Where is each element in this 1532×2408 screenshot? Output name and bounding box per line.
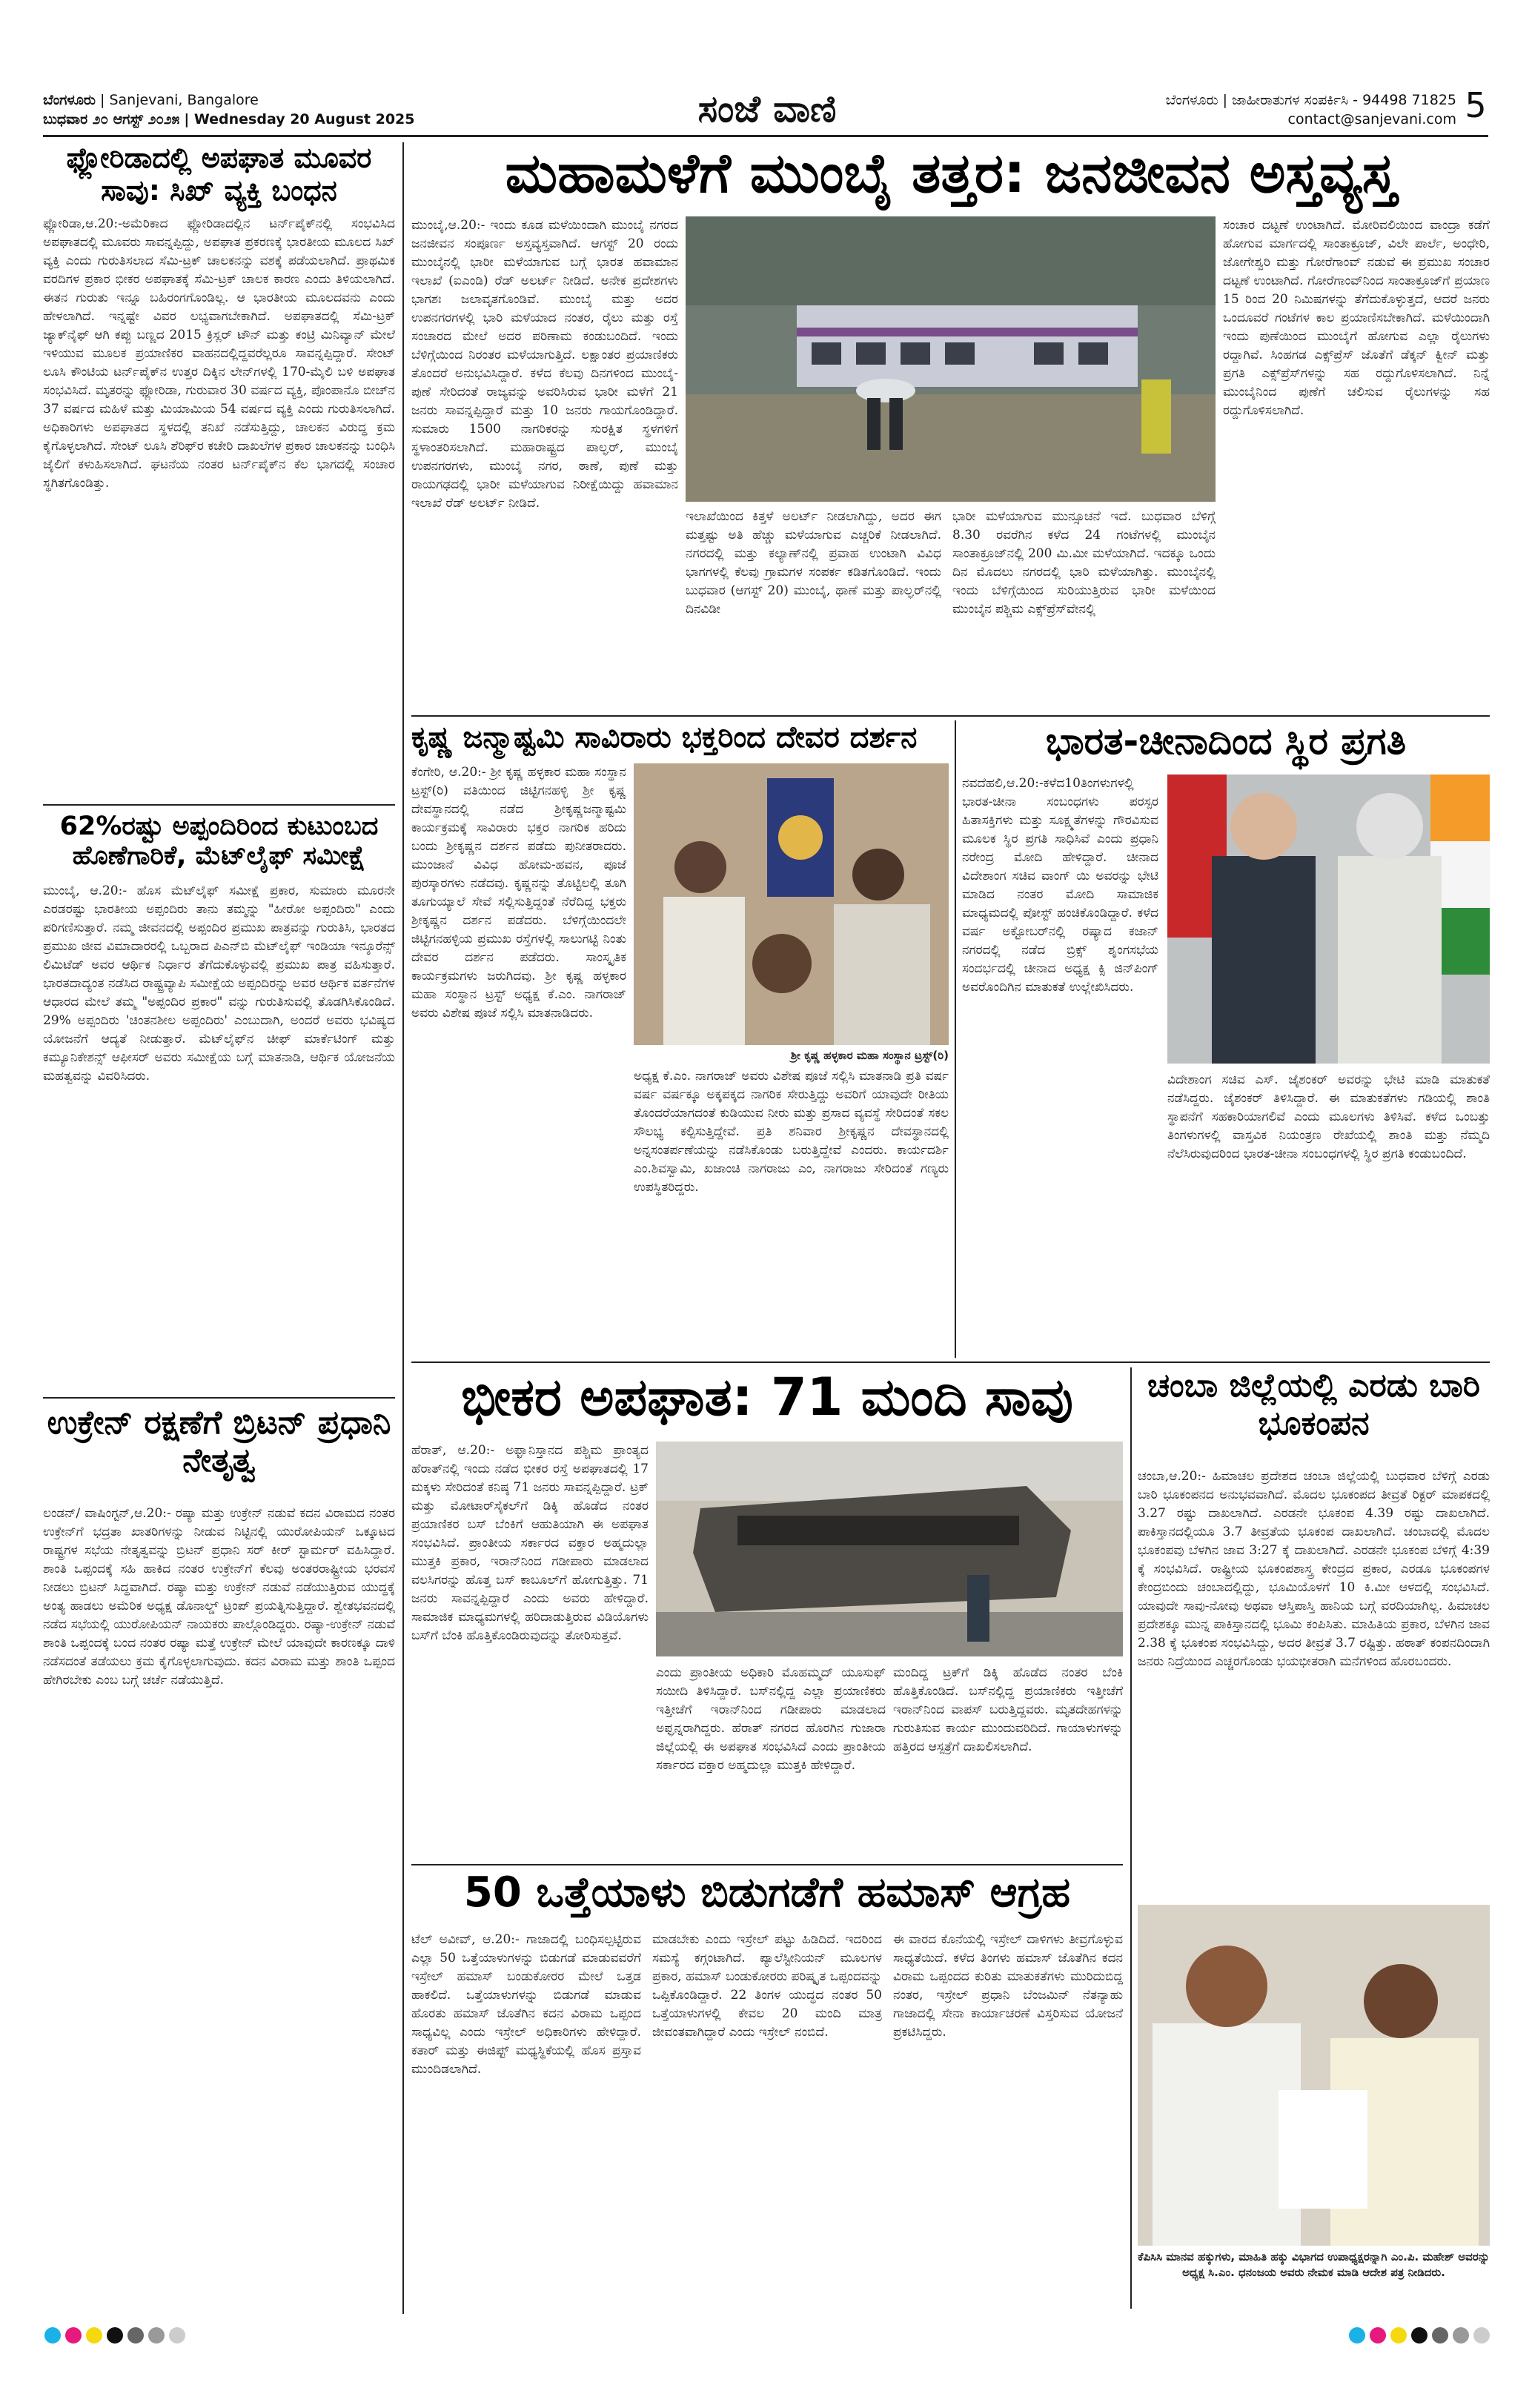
black-dot	[107, 2327, 123, 2344]
bus-accident-photo-image	[656, 1442, 1123, 1656]
janmashtami-col2: ಅಧ್ಯಕ್ಷ ಕೆ.ಎಂ. ನಾಗರಾಜ್ ಅವರು ವಿಶೇಷ ಪೂಜೆ ಸಲ್ಲಿಸಿ ಮಾತನಾಡಿ ಪ್ರತಿ ವರ್ಷ ವರ್ಷ ವರ್ಷಕ್ಕೂ ಅಕ್ಕಪಕ್ಕದ ನಾಗರಿಕ ಸೇರುತ್ತಿದ್ದು ಅವರಿಗೆ ಯಾವುದೇ ರೀತಿಯ ತೊಂದರೆಯಾಗದಂತೆ ಕುಡಿಯುವ ನೀರು ಮತ್ತು ಪ್ರಸಾದ ವ್ಯವಸ್ಥೆ ಸೇರಿದಂತೆ ಸಕಲ ಸೌಲಭ್ಯ ಕಲ್ಪಿಸುತ್ತಿದ್ದೇವೆ. ಪ್ರತಿ ಶನಿವಾರ ಶ್ರೀಕೃಷ್ಣನ ದೇವಸ್ಥಾನದಲ್ಲಿ ಅನ್ನಸಂತರ್ಪಣೆಯನ್ನು ನಡೆಸಿಕೊಂಡು ಬರುತ್ತಿದ್ದೇವೆ ಎಂದರು. ಕಾರ್ಯದರ್ಶಿ ಎಂ.ಶಿವಸ್ವಾಮಿ, ಖಜಾಂಚಿ ನಾಗರಾಜು ಎಂ, ನಾಗರಾಜು ಸೇರಿದಂತೆ ಗಣ್ಯರು ಉಪಸ್ಥಿತರಿದ್ದರು.	[634, 1069, 949, 1195]
header-edition: | Sanjevani, Bangalore	[100, 92, 259, 108]
header-date-kn: ಬುಧವಾರ ೨೦ ಆಗಸ್ಟ್ ೨೦೨೫	[43, 111, 180, 127]
accident-col2: ಎಂದು ಪ್ರಾಂತೀಯ ಅಧಿಕಾರಿ ಮೊಹಮ್ಮದ್ ಯೂಸುಫ್ ಸಯೀದಿ ತಿಳಿಸಿದ್ದಾರೆ. ಬಸ್‌ನಲ್ಲಿದ್ದ ಎಲ್ಲಾ ಪ್ರಯಾಣಿಕರು ಇತ್ತೀಚೆಗೆ ಇರಾನ್‌ನಿಂದ ಗಡೀಪಾರು ಮಾಡಲಾದ ಅಫ್ಘನ್ನರಾಗಿದ್ದರು. ಹೆರಾತ್ ನಗರದ ಹೊರಗಿನ ಗುಜಾರಾ ಜಿಲ್ಲೆಯಲ್ಲಿ ಈ ಅಪಘಾತ ಸಂಭವಿಸಿದೆ ಎಂದು ಪ್ರಾಂತೀಯ ಸರ್ಕಾರದ ವಕ್ತಾರ ಅಹ್ಮದುಲ್ಲಾ ಮುತ್ತಕಿ ಹೇಳಿದ್ದಾರೆ.	[656, 1665, 886, 1773]
metlife-body: ಮುಂಬೈ, ಆ.20:- ಹೊಸ ಮೆಟ್‌ಲೈಫ್ ಸಮೀಕ್ಷೆ ಪ್ರಕಾರ, ಸುಮಾರು ಮೂರನೇ ಎರಡರಷ್ಟು ಭಾರತೀಯ ಅಪ್ಪಂದಿರು ತಾನು ತಮ್ಮನ್ನು "ಹೀರೋ ಅಪ್ಪಂದಿರು" ಎಂದು ಪರಿಗಣಿಸುತ್ತಾರೆ. ನಮ್ಮ ಜೀವನದಲ್ಲಿ ಅಪ್ಪಂದಿರ ಪ್ರಮುಖ ಪಾತ್ರವನ್ನು ಗುರುತಿಸಿ, ಭಾರತದ ಪ್ರಮುಖ ಜೀವ ವಿಮಾದಾರರಲ್ಲಿ ಒಬ್ಬರಾದ ಪಿಎನ್‌ಬಿ ಮೆಟ್‌ಲೈಫ್ ಇಂಡಿಯಾ ಇನ್ಶೂರೆನ್ಸ್ ಲಿಮಿಟೆಡ್ ಅವರ ಆರ್ಥಿಕ ನಿರ್ಧಾರ ತೆಗೆದುಕೊಳ್ಳುವಲ್ಲಿ ಪ್ರಮುಖ ಪಾತ್ರ ವಹಿಸುತ್ತಾರೆ. ಭಾರತದಾದ್ಯಂತ ನಡೆಸಿದ ರಾಷ್ಟ್ರವ್ಯಾಪಿ ಸಮೀಕ್ಷೆಯ ಅಪ್ಪಂದಿರನ್ನು ಅವರ ಆರ್ಥಿಕ ವರ್ತನೆಗಳ ಆಧಾರದ ಮೇಲೆ ತಮ್ಮ "ಅಪ್ಪಂದಿರ ಪ್ರಕಾರ" ವನ್ನು ಗುರುತಿಸುವಲ್ಲಿ ತೊಡಗಿಸಿಕೊಂಡಿದೆ. 29% ಅಪ್ಪಂದಿರು 'ಚಿಂತನಶೀಲ ಅಪ್ಪಂದಿರು' ಎಂಬುದಾಗಿ, ಅಂದರೆ ಅವರು ಭವಿಷ್ಯದ ಯೋಜನೆಗೆ ಆದ್ಯತೆ ನೀಡುತ್ತಾರೆ. ಮೆಟ್‌ಲೈಫ್‌ನ ಚೀಫ್ ಮಾರ್ಕೆಟಿಂಗ್ ಮತ್ತು ಕಮ್ಯೂನಿಕೇಶನ್ಸ್ ಆಫೀಸರ್ ಅವರು ಸಮೀಕ್ಷೆಯ ಬಗ್ಗೆ ಮಾತನಾಡಿ, ಆರ್ಥಿಕ ಯೋಜನೆಯ ಮಹತ್ವವನ್ನು ವಿವರಿಸಿದರು.	[43, 883, 395, 1084]
chamba-headline: ಚಂಬಾ ಜಿಲ್ಲೆಯಲ್ಲಿ ಎರಡು ಬಾರಿ ಭೂಕಂಪನ	[1147, 1367, 1480, 1442]
janmashtami-photo	[634, 763, 949, 1045]
metlife-headline: 62%ರಷ್ಟು ಅಪ್ಪಂದಿರಿಂದ ಕುಟುಂಬದ ಹೊಣೆಗಾರಿಕೆ, ಮೆಟ್‌ಲೈಫ್ ಸಮೀಕ್ಷೆ	[59, 812, 379, 872]
page-number: 5	[1465, 85, 1487, 125]
header-rule	[43, 135, 1488, 137]
yellow-dot	[1390, 2327, 1407, 2344]
hamas-col1: ಟೆಲ್ ಅವೀವ್, ಆ.20:- ಗಾಜಾದಲ್ಲಿ ಬಂಧಿಸಲ್ಪಟ್ಟಿರುವ ಎಲ್ಲಾ 50 ಒತ್ತೆಯಾಳುಗಳನ್ನು ಬಿಡುಗಡೆ ಮಾಡುವವರೆಗೆ ಇಸ್ರೇಲ್ ಹಮಾಸ್ ಬಂಡುಕೋರರ ಮೇಲೆ ಒತ್ತಡ ಹಾಕಲಿದೆ. ಒತ್ತೆಯಾಳುಗಳನ್ನು ಬಿಡುಗಡೆ ಮಾಡುವ ಹೊರತು ಹಮಾಸ್ ಜೊತೆಗಿನ ಕದನ ವಿರಾಮ ಒಪ್ಪಂದ ಸಾಧ್ಯವಿಲ್ಲ ಎಂದು ಇಸ್ರೇಲ್ ಅಧಿಕಾರಿಗಳು ಹೇಳಿದ್ದಾರೆ. ಕತಾರ್ ಮತ್ತು ಈಜಿಪ್ಟ್ ಮಧ್ಯಸ್ಥಿಕೆಯಲ್ಲಿ ಹೊಸ ಪ್ರಸ್ತಾವ ಮುಂದಿಡಲಾಗಿದೆ.	[411, 1932, 641, 2077]
florida-body: ಫ್ಲೋರಿಡಾ,ಆ.20:-ಅಮೆರಿಕಾದ ಫ್ಲೋರಿಡಾದಲ್ಲಿನ ಟರ್ನ್‌ಪೈಕ್‌ನಲ್ಲಿ ಸಂಭವಿಸಿದ ಅಪಘಾತದಲ್ಲಿ ಮೂವರು ಸಾವನ್ನಪ್ಪಿದ್ದು, ಅಪಘಾತ ಪ್ರಕರಣಕ್ಕೆ ಭಾರತೀಯ ಮೂಲದ ಸಿಖ್ ವ್ಯಕ್ತಿ ಎಂದು ಗುರುತಿಸಲಾದ ಸೆಮಿ-ಟ್ರಕ್ ಚಾಲಕನನ್ನು ವಶಕ್ಕೆ ಪಡೆಯಲಾಗಿದೆ. ಪ್ರಾಥಮಿಕ ವರದಿಗಳ ಪ್ರಕಾರ ಭೀಕರ ಅಪಘಾತಕ್ಕೆ ಸೆಮಿ-ಟ್ರಕ್ ಚಾಲಕ ಕಾರಣ ಎಂದು ತಿಳಿಯಲಾಗಿದೆ. ಈತನ ಗುರುತು ಇನ್ನೂ ಬಹಿರಂಗಗೊಂಡಿಲ್ಲ. ಆ ಭಾರತೀಯ ಮೂಲದವನು ಎಂದು ಹೇಳಲಾಗಿದೆ. ಇನ್ನಷ್ಟೇ ವಿವರ ಲಭ್ಯವಾಗಬೇಕಾಗಿದೆ. ಅಪಘಾತದಲ್ಲಿ ಸೆಮಿ-ಟ್ರಕ್ ಜ್ಯಾಕ್‌ನೈಫ್ ಆಗಿ ಕಪ್ಪು ಬಣ್ಣದ 2015 ಕ್ರಿಸ್ಲರ್ ಟೌನ್ ಮತ್ತು ಕಂಟ್ರಿ ಮಿನಿವ್ಯಾನ್ ಮೇಲೆ ಇಳಿಯುವ ಮೂಲಕ ಪ್ರಯಾಣಿಕರ ವಾಹನದಲ್ಲಿದ್ದವರೆಲ್ಲರೂ ಸಾವನ್ನಪ್ಪಿದ್ದಾರೆ. ಸೇಂಟ್ ಲೂಸಿ ಕೌಂಟಿಯ ಟರ್ನ್‌ಪೈಕ್‌ನ ಉತ್ತರ ದಿಕ್ಕಿನ ಲೇನ್‌ಗಳಲ್ಲಿ 170-ಮೈಲಿ ಬಳಿ ಅಪಘಾತ ಸಂಭವಿಸಿದೆ. ಮೃತರನ್ನು ಫ್ಲೋರಿಡಾ, ಗುರುವಾರ 30 ವರ್ಷದ ವ್ಯಕ್ತಿ, ಪೊಂಪಾನೊ ಬೀಚ್‌ನ 37 ವರ್ಷದ ಮಹಿಳೆ ಮತ್ತು ಮಿಯಾಮಿಯ 54 ವರ್ಷದ ವ್ಯಕ್ತಿ ಎಂದು ಗುರುತಿಸಲಾಗಿದೆ. ಅಧಿಕಾರಿಗಳು ಅಪಘಾತದ ಸ್ಥಳದಲ್ಲಿ ತನಿಖೆ ನಡೆಸುತ್ತಿದ್ದು, ಚಾಲಕನ ವಿರುದ್ಧ ಕ್ರಮ ಕೈಗೊಳ್ಳಲಾಗಿದೆ. ಸೇಂಟ್ ಲೂಸಿ ಶೆರಿಫ್‌ರ ಕಚೇರಿ ದಾಖಲೆಗಳ ಪ್ರಕಾರ ಚಾಲಕನನ್ನು ಬಂಧಿಸಿ ಜೈಲಿಗೆ ಕಳುಹಿಸಲಾಗಿದೆ. ಘಟನೆಯ ನಂತರ ಟರ್ನ್‌ಪೈಕ್‌ನ ಕೆಲ ಭಾಗದಲ್ಲಿ ಸಂಚಾರ ಸ್ಥಗಿತಗೊಂಡಿತ್ತು.	[43, 216, 395, 491]
florida-headline: ಫ್ಲೋರಿಡಾದಲ್ಲಿ ಅಪಘಾತ ಮೂವರ ಸಾವು: ಸಿಖ್ ವ್ಯಕ್ತಿ ಬಂಧನ	[66, 142, 372, 207]
janmashtami-photo-image	[634, 763, 949, 1045]
cyan-dot	[1349, 2327, 1365, 2344]
janmashtami-headline: ಕೃಷ್ಣ ಜನ್ಮಾಷ್ಟಮಿ ಸಾವಿರಾರು ಭಕ್ತರಿಂದ ದೇವರ ದರ್ಶನ	[411, 720, 918, 754]
janmashtami-col1: ಕೆಂಗೇರಿ, ಆ.20:- ಶ್ರೀ ಕೃಷ್ಣ ಹಳ್ಳಕಾರ ಮಹಾ ಸಂಸ್ಥಾನ ಟ್ರಸ್ಟ್(ರಿ) ವತಿಯಿಂದ ಜಿಟ್ಟಿಗನಹಳ್ಳಿ ಶ್ರೀ ಕೃಷ್ಣ ದೇವಸ್ಥಾನದಲ್ಲಿ ನಡೆದ ಶ್ರೀಕೃಷ್ಣಜನ್ಮಾಷ್ಟಮಿ ಕಾರ್ಯಕ್ರಮಕ್ಕೆ ಸಾವಿರಾರು ಭಕ್ತರ ನಾಗರಿಕ ಹರಿದು ಬಂದು ಶ್ರೀಕೃಷ್ಣನ ದರ್ಶನ ಪಡೆದು ಪುನೀತರಾದರು. ಮುಂಜಾನೆ ವಿವಿಧ ಹೋಮ-ಹವನ, ಪೂಜೆ ಪುರಸ್ಕಾರಗಳು ನಡೆದವು. ಕೃಷ್ಣನನ್ನು ತೊಟ್ಟಿಲಲ್ಲಿ ತೂಗಿ ತೂಗುಯ್ಯಾಲೆ ಸೇವೆ ಸಲ್ಲಿಸುತ್ತಿದ್ದಂತೆ ನೆರೆದಿದ್ದ ಭಕ್ತರು ಶ್ರೀಕೃಷ್ಣನ ದರ್ಶನ ಪಡೆದರು. ಬೆಳಿಗ್ಗೆಯಿಂದಲೇ ಜಿಟ್ಟಿಗನಹಳ್ಳಿಯ ಪ್ರಮುಖ ರಸ್ತೆಗಳಲ್ಲಿ ಸಾಲುಗಟ್ಟಿ ನಿಂತು ದೇವರ ದರ್ಶನ ಪಡೆದರು. ಸಾಂಸ್ಕೃತಿಕ ಕಾರ್ಯಕ್ರಮಗಳು ಜರುಗಿದವು. ಶ್ರೀ ಕೃಷ್ಣ ಹಳ್ಳಕಾರ ಮಹಾ ಸಂಸ್ಥಾನ ಟ್ರಸ್ಟ್ ಅಧ್ಯಕ್ಷ ಕೆ.ಎಂ. ನಾಗರಾಜ್ ಅವರು ವಿಶೇಷ ಪೂಜೆ ಸಲ್ಲಿಸಿ ಮಾತನಾಡಿದರು.	[411, 765, 626, 1021]
chamba-body: ಚಂಬಾ,ಆ.20:- ಹಿಮಾಚಲ ಪ್ರದೇಶದ ಚಂಬಾ ಜಿಲ್ಲೆಯಲ್ಲಿ ಬುಧವಾರ ಬೆಳಿಗ್ಗೆ ಎರಡು ಬಾರಿ ಭೂಕಂಪನದ ಅನುಭವವಾಗಿದೆ. ಮೊದಲ ಭೂಕಂಪದ ತೀವ್ರತೆ ರಿಕ್ಟರ್ ಮಾಪಕದಲ್ಲಿ 3.27 ರಷ್ಟು ದಾಖಲಾಗಿದೆ. ಎರಡನೇ ಭೂಕಂಪ 4.39 ರಷ್ಟು ದಾಖಲಾಗಿದೆ. ಪಾಕಿಸ್ತಾನದಲ್ಲಿಯೂ 3.7 ತೀವ್ರತೆಯ ಭೂಕಂಪ ದಾಖಲಾಗಿದೆ. ಚಂಬಾದಲ್ಲಿ ಮೊದಲ ಭೂಕಂಪವು ಬೆಳಗಿನ ಜಾವ 3:27 ಕ್ಕೆ ದಾಖಲಾಗಿದೆ. ಎರಡನೇ ಭೂಕಂಪ ಬೆಳಿಗ್ಗೆ 4:39 ಕ್ಕೆ ಸಂಭವಿಸಿದೆ. ರಾಷ್ಟ್ರೀಯ ಭೂಕಂಪಶಾಸ್ತ್ರ ಕೇಂದ್ರದ ಪ್ರಕಾರ, ಎರಡೂ ಭೂಕಂಪಗಳ ಕೇಂದ್ರಬಿಂದು ಚಂಬಾದಲ್ಲಿದ್ದು, ಭೂಮಿಯೊಳಗೆ 10 ಕಿ.ಮೀ ಆಳದಲ್ಲಿ ಸಂಭವಿಸಿದೆ. ಯಾವುದೇ ಸಾವು-ನೋವು ಅಥವಾ ಆಸ್ತಿಪಾಸ್ತಿ ಹಾನಿಯ ಬಗ್ಗೆ ವರದಿಯಾಗಿಲ್ಲ. ಹಿಮಾಚಲ ಪ್ರದೇಶಕ್ಕೂ ಮುನ್ನ ಪಾಕಿಸ್ತಾನದಲ್ಲಿ ಭೂಮಿ ಕಂಪಿಸಿತು. ಮಾಹಿತಿಯ ಪ್ರಕಾರ, ಬೆಳಗಿನ ಜಾವ 2.38 ಕ್ಕೆ ಭೂಕಂಪ ಸಂಭವಿಸಿದ್ದು, ಅದರ ತೀವ್ರತೆ 3.7 ರಷ್ಟಿತ್ತು. ಹಠಾತ್ ಕಂಪನದಿಂದಾಗಿ ಜನರು ನಿದ್ರೆಯಿಂದ ಎಚ್ಚರಗೊಂಡು ಭಯಭೀತರಾಗಿ ಮನೆಗಳಿಂದ ಹೊರಬಂದರು.	[1138, 1469, 1490, 1669]
accident-col3: ಮಂದಿದ್ದ ಟ್ರಕ್‌ಗೆ ಡಿಕ್ಕಿ ಹೊಡೆದ ನಂತರ ಬೆಂಕಿ ಹೊತ್ತಿಕೊಂಡಿದೆ. ಬಸ್‌ನಲ್ಲಿದ್ದ ಪ್ರಯಾಣಿಕರು ಇತ್ತೀಚೆಗೆ ಇರಾನ್‌ನಿಂದ ವಾಪಸ್ ಬರುತ್ತಿದ್ದವರು. ಮೃತದೇಹಗಳನ್ನು ಗುರುತಿಸುವ ಕಾರ್ಯ ಮುಂದುವರಿದಿದೆ. ಗಾಯಾಳುಗಳನ್ನು ಹತ್ತಿರದ ಆಸ್ಪತ್ರೆಗೆ ದಾಖಲಿಸಲಾಗಿದೆ.	[893, 1665, 1123, 1754]
kpcc-photo-image	[1138, 1905, 1490, 2246]
color-registration-right	[1349, 2327, 1512, 2349]
janmashtami-caption: ಶ್ರೀ ಕೃಷ್ಣ ಹಳ್ಳಕಾರ ಮಹಾ ಸಂಸ್ಥಾನ ಟ್ರಸ್ಟ್(ರಿ)	[790, 1049, 949, 1062]
header-ad-contact: ಬೆಂಗಳೂರು | ಜಾಹೀರಾತುಗಳ ಸಂಪರ್ಕಿಸಿ - 94498 71825	[1165, 92, 1456, 108]
divider	[43, 1397, 395, 1399]
header-city: ಬೆಂಗಳೂರು	[43, 92, 96, 108]
mumbai-photo	[686, 216, 1216, 502]
mumbai-headline: ಮಹಾಮಳೆಗೆ ಮುಂಬೈ ತತ್ತರ: ಜನಜೀವನ ಅಸ್ತವ್ಯಸ್ತ	[505, 142, 1396, 205]
kpcc-photo	[1138, 1905, 1490, 2246]
mumbai-col3: ಭಾರೀ ಮಳೆಯಾಗುವ ಮುನ್ಸೂಚನೆ ಇದೆ. ಬುಧವಾರ ಬೆಳಿಗ್ಗೆ 8.30 ರವರೆಗಿನ ಕಳೆದ 24 ಗಂಟೆಗಳಲ್ಲಿ ಮುಂಬೈನ ಸಾಂತಾಕ್ರೂಜ್‌ನಲ್ಲಿ 200 ಮಿ.ಮೀ ಮಳೆಯಾಗಿದೆ. ಇದಕ್ಕೂ ಒಂದು ದಿನ ಮೊದಲು ನಗರದಲ್ಲಿ ಭಾರಿ ಮಳೆಯಾಗಿತ್ತು. ಮುಂಬೈನಲ್ಲಿ ಇಂದು ಬೆಳಿಗ್ಗೆಯಿಂದ ಸುರಿಯುತ್ತಿರುವ ಭಾರೀ ಮಳೆಯಿಂದ ಮುಂಬೈನ ಪಶ್ಚಿಮ ಎಕ್ಸ್‌ಪ್ರೆಸ್‌ವೇನಲ್ಲಿ	[952, 509, 1216, 617]
grey-dot-1	[1432, 2327, 1448, 2344]
header-left	[43, 90, 458, 129]
yellow-dot	[86, 2327, 102, 2344]
hamas-headline: 50 ಒತ್ತೆಯಾಳು ಬಿಡುಗಡೆಗೆ ಹಮಾಸ್ ಆಗ್ರಹ	[463, 1868, 1071, 1917]
grey-dot-2	[148, 2327, 165, 2344]
kpcc-caption: ಕೆಪಿಸಿಸಿ ಮಾನವ ಹಕ್ಕುಗಳು, ಮಾಹಿತಿ ಹಕ್ಕು ವಿಭಾಗದ ಉಪಾಧ್ಯಕ್ಷರನ್ನಾಗಿ ಎಂ.ಪಿ. ಮಹೇಶ್ ಅವರನ್ನು ಅಧ್ಯಕ್ಷ ಸಿ.ಎಂ. ಧನಂಜಯ ಅವರು ನೇಮಕ ಮಾಡಿ ಆದೇಶ ಪತ್ರ ನೀಡಿದರು.	[1138, 2249, 1490, 2309]
grey-dot-1	[127, 2327, 144, 2344]
grey-dot-2	[1453, 2327, 1469, 2344]
mumbai-photo-image	[686, 216, 1216, 502]
cyan-dot	[44, 2327, 61, 2344]
mumbai-col4: ಸಂಚಾರ ದಟ್ಟಣೆ ಉಂಟಾಗಿದೆ. ಮೋರಿವಲಿಯಿಂದ ವಾಂದ್ರಾ ಕಡೆಗೆ ಹೋಗುವ ಮಾರ್ಗದಲ್ಲಿ ಸಾಂತಾಕ್ರೂಜ್, ವಿಲೇ ಪಾರ್ಲೆ, ಅಂಧೇರಿ, ಜೋಗೇಶ್ವರಿ ಮತ್ತು ಗೋರೆಗಾಂವ್ ನಡುವೆ ಈ ಪ್ರಮುಖ ಸಂಚಾರ ದಟ್ಟಣೆ ಉಂಟಾಗಿದೆ. ಗೋರೆಗಾಂವ್‌ನಿಂದ ಸಾಂತಾಕ್ರೂಜ್‌ಗೆ ಪ್ರಯಾಣ 15 ರಿಂದ 20 ನಿಮಿಷಗಳನ್ನು ತೆಗೆದುಕೊಳ್ಳುತ್ತದೆ, ಆದರೆ ಜನರು ಒಂದೂವರೆ ಗಂಟೆಗಳ ಕಾಲ ಪ್ರಯಾಣಿಸಬೇಕಾಗಿದೆ. ಮಳೆಯಿಂದಾಗಿ ಇಂದು ಪುಣೆಯಿಂದ ಮುಂಬೈಗೆ ಹೋಗುವ ಎಲ್ಲಾ ರೈಲುಗಳು ರದ್ದಾಗಿವೆ. ಸಿಂಹಗಡ ಎಕ್ಸ್‌ಪ್ರೆಸ್ ಜೊತೆಗೆ ಡೆಕ್ಕನ್ ಕ್ವೀನ್ ಮತ್ತು ಪ್ರಗತಿ ಎಕ್ಸ್‌ಪ್ರೆಸ್‌ಗಳನ್ನು ಸಹ ರದ್ದುಗೊಳಿಸಲಾಗಿದೆ. ನಿನ್ನೆ ಮುಂಬೈನಿಂದ ಪುಣೆಗೆ ಚಲಿಸುವ ರೈಲುಗಳನ್ನು ಸಹ ರದ್ದುಗೊಳಿಸಲಾಗಿದೆ.	[1223, 218, 1490, 418]
hamas-col2: ಮಾಡಬೇಕು ಎಂದು ಇಸ್ರೇಲ್ ಪಟ್ಟು ಹಿಡಿದಿದೆ. ಇದರಿಂದ ಸಮಸ್ಯೆ ಕಗ್ಗಂಟಾಗಿದೆ. ಪ್ಯಾಲೆಸ್ಟೀನಿಯನ್ ಮೂಲಗಳ ಪ್ರಕಾರ, ಹಮಾಸ್ ಬಂಡುಕೋರರು ಪರಿಷ್ಕೃತ ಒಪ್ಪಂದವನ್ನು ಒಪ್ಪಿಕೊಂಡಿದ್ದಾರೆ. 22 ತಿಂಗಳ ಯುದ್ಧದ ನಂತರ 50 ಒತ್ತೆಯಾಳುಗಳಲ್ಲಿ ಕೇವಲ 20 ಮಂದಿ ಮಾತ್ರ ಜೀವಂತವಾಗಿದ್ದಾರೆ ಎಂದು ಇಸ್ರೇಲ್ ನಂಬಿದೆ.	[652, 1932, 882, 2040]
divider	[411, 1864, 1123, 1865]
magenta-dot	[1370, 2327, 1386, 2344]
column-rule	[402, 142, 404, 2314]
grey-dot-3	[169, 2327, 185, 2344]
magenta-dot	[65, 2327, 82, 2344]
header-date-en: | Wednesday 20 August 2025	[184, 111, 415, 127]
mumbai-col2: ಇಲಾಖೆಯಿಂದ ಕಿತ್ತಳೆ ಅಲರ್ಟ್ ನೀಡಲಾಗಿದ್ದು, ಅದರ ಈಗ ಮತ್ತಷ್ಟು ಅತಿ ಹೆಚ್ಚು ಮಳೆಯಾಗುವ ಎಚ್ಚರಿಕೆ ನೀಡಲಾಗಿದೆ. ನಗರದಲ್ಲಿ ಮತ್ತು ಕಲ್ಯಾಣ್‌ನಲ್ಲಿ ಪ್ರವಾಹ ಉಂಟಾಗಿ ವಿವಿಧ ಭಾಗಗಳಲ್ಲಿ ಕೆಲವು ಗ್ರಾಮಗಳ ಸಂಪರ್ಕ ಕಡಿತಗೊಂಡಿದೆ. ಇಂದು ಬುಧವಾರ (ಆಗಸ್ಟ್ 20) ಮುಂಬೈ, ಥಾಣೆ ಮತ್ತು ಪಾಲ್ಘರ್‌ನಲ್ಲಿ ದಿನವಿಡೀ	[686, 509, 941, 617]
divider	[43, 804, 395, 806]
column-rule	[1130, 1367, 1132, 2309]
accident-headline: ಭೀಕರ ಅಪಘಾತ: 71 ಮಂದಿ ಸಾವು	[461, 1367, 1073, 1427]
color-registration-left	[44, 2327, 208, 2349]
header-email: contact@sanjevani.com	[1287, 111, 1456, 127]
divider	[411, 1361, 1490, 1363]
masthead-logo: ಸಂಜೆ ವಾಣಿ	[697, 87, 837, 130]
column-rule	[955, 720, 956, 1358]
india-china-col1: ನವದೆಹಲಿ,ಆ.20:-ಕಳೆದ10ತಿಂಗಳುಗಳಲ್ಲಿ ಭಾರತ-ಚೀನಾ ಸಂಬಂಧಗಳು ಪರಸ್ಪರ ಹಿತಾಸಕ್ತಿಗಳು ಮತ್ತು ಸೂಕ್ಷ್ಮತೆಗಳನ್ನು ಗೌರವಿಸುವ ಮೂಲಕ ಸ್ಥಿರ ಪ್ರಗತಿ ಸಾಧಿಸಿವೆ ಎಂದು ಪ್ರಧಾನಿ ನರೇಂದ್ರ ಮೋದಿ ಹೇಳಿದ್ದಾರೆ. ಚೀನಾದ ವಿದೇಶಾಂಗ ಸಚಿವ ವಾಂಗ್ ಯಿ ಅವರನ್ನು ಭೇಟಿ ಮಾಡಿದ ನಂತರ ಮೋದಿ ಸಾಮಾಜಿಕ ಮಾಧ್ಯಮದಲ್ಲಿ ಪೋಸ್ಟ್ ಹಂಚಿಕೊಂಡಿದ್ದಾರೆ. ಕಳೆದ ವರ್ಷ ಅಕ್ಟೋಬರ್‌ನಲ್ಲಿ ರಷ್ಯಾದ ಕಜಾನ್ ನಗರದಲ್ಲಿ ನಡೆದ ಬ್ರಿಕ್ಸ್ ಶೃಂಗಸಭೆಯ ಸಂದರ್ಭದಲ್ಲಿ ಚೀನಾದ ಅಧ್ಯಕ್ಷ ಕ್ಸಿ ಜಿನ್‌ಪಿಂಗ್ ಅವರೊಂದಿಗಿನ ಮಾತುಕತೆ ಉಲ್ಲೇಖಿಸಿದರು.	[962, 776, 1158, 995]
hamas-col3: ಈ ವಾರದ ಕೊನೆಯಲ್ಲಿ ಇಸ್ರೇಲ್ ದಾಳಿಗಳು ತೀವ್ರಗೊಳ್ಳುವ ಸಾಧ್ಯತೆಯಿದೆ. ಕಳೆದ ತಿಂಗಳು ಹಮಾಸ್ ಜೊತೆಗಿನ ಕದನ ವಿರಾಮ ಒಪ್ಪಂದದ ಕುರಿತು ಮಾತುಕತೆಗಳು ಮುರಿದುಬಿದ್ದ ನಂತರ, ಇಸ್ರೇಲ್ ಪ್ರಧಾನಿ ಬೆಂಜಮಿನ್ ನೆತನ್ಯಾಹು ಗಾಜಾದಲ್ಲಿ ಸೇನಾ ಕಾರ್ಯಾಚರಣೆ ವಿಸ್ತರಿಸುವ ಯೋಜನೆ ಪ್ರಕಟಿಸಿದ್ದರು.	[893, 1932, 1123, 2040]
divider	[411, 715, 1490, 717]
black-dot	[1411, 2327, 1427, 2344]
accident-col1: ಹೆರಾತ್, ಆ.20:- ಅಫ್ಘಾನಿಸ್ತಾನದ ಪಶ್ಚಿಮ ಪ್ರಾಂತ್ಯದ ಹೆರಾತ್‌ನಲ್ಲಿ ಇಂದು ನಡೆದ ಭೀಕರ ರಸ್ತೆ ಅಪಘಾತದಲ್ಲಿ 17 ಮಕ್ಕಳು ಸೇರಿದಂತೆ ಕನಿಷ್ಠ 71 ಜನರು ಸಾವನ್ನಪ್ಪಿದ್ದಾರೆ. ಟ್ರಕ್ ಮತ್ತು ಮೋಟಾರ್‌ಸೈಕಲ್‌ಗೆ ಡಿಕ್ಕಿ ಹೊಡೆದ ನಂತರ ಪ್ರಯಾಣಿಕರ ಬಸ್ ಬೆಂಕಿಗೆ ಆಹುತಿಯಾಗಿ ಈ ಅಪಘಾತ ಸಂಭವಿಸಿದೆ. ಪ್ರಾಂತೀಯ ಸರ್ಕಾರದ ವಕ್ತಾರ ಅಹ್ಮದುಲ್ಲಾ ಮುತ್ತಕಿ ಪ್ರಕಾರ, ಇರಾನ್‌ನಿಂದ ಗಡೀಪಾರು ಮಾಡಲಾದ ವಲಸಿಗರನ್ನು ಹೊತ್ತ ಬಸ್ ಕಾಬೂಲ್‌ಗೆ ಹೋಗುತ್ತಿತ್ತು. 71 ಜನರು ಸಾವನ್ನಪ್ಪಿದ್ದಾರೆ ಎಂದು ಅವರು ಹೇಳಿದ್ದಾರೆ. ಸಾಮಾಜಿಕ ಮಾಧ್ಯಮಗಳಲ್ಲಿ ಹರಿದಾಡುತ್ತಿರುವ ವಿಡಿಯೊಗಳು ಬಸ್‌ಗೆ ಬೆಂಕಿ ಹೊತ್ತಿಕೊಂಡಿರುವುದನ್ನು ತೋರಿಸುತ್ತವೆ.	[411, 1443, 649, 1643]
india-china-headline: ಭಾರತ-ಚೀನಾದಿಂದ ಸ್ಥಿರ ಪ್ರಗತಿ	[1045, 720, 1407, 763]
modi-wang-photo-image	[1167, 775, 1490, 1064]
grey-dot-3	[1473, 2327, 1490, 2344]
india-china-col2: ವಿದೇಶಾಂಗ ಸಚಿವ ಎಸ್. ಜೈಶಂಕರ್ ಅವರನ್ನು ಭೇಟಿ ಮಾಡಿ ಮಾತುಕತೆ ನಡೆಸಿದ್ದರು. ಜೈಶಂಕರ್ ತಿಳಿಸಿದ್ದಾರೆ. ಈ ಮಾತುಕತೆಗಳು ಗಡಿಯಲ್ಲಿ ಶಾಂತಿ ಸ್ಥಾಪನೆಗೆ ಸಹಕಾರಿಯಾಗಲಿವೆ ಎಂದು ಮೂಲಗಳು ತಿಳಿಸಿವೆ. ಕಳೆದ ಒಂಬತ್ತು ತಿಂಗಳುಗಳಲ್ಲಿ ವಾಸ್ತವಿಕ ನಿಯಂತ್ರಣ ರೇಖೆಯಲ್ಲಿ ಶಾಂತಿ ಮತ್ತು ನೆಮ್ಮದಿ ನೆಲೆಸಿರುವುದರಿಂದ ಭಾರತ-ಚೀನಾ ಸಂಬಂಧಗಳಲ್ಲಿ ಸ್ಥಿರ ಪ್ರಗತಿ ಕಂಡುಬಂದಿದೆ.	[1167, 1072, 1490, 1161]
uk-body: ಲಂಡನ್/ ವಾಷಿಂಗ್ಟನ್,ಆ.20:- ರಷ್ಯಾ ಮತ್ತು ಉಕ್ರೇನ್ ನಡುವೆ ಕದನ ವಿರಾಮದ ನಂತರ ಉಕ್ರೇನ್‌ಗೆ ಭದ್ರತಾ ಖಾತರಿಗಳನ್ನು ನೀಡುವ ನಿಟ್ಟಿನಲ್ಲಿ ಯುರೋಪಿಯನ್ ಒಕ್ಕೂಟದ ರಾಷ್ಟ್ರಗಳ ಸಭೆಯ ನೇತೃತ್ವವನ್ನು ಬ್ರಿಟನ್ ಪ್ರಧಾನಿ ಸರ್ ಕೀರ್ ಸ್ಟಾರ್ಮರ್ ವಹಿಸಿದ್ದಾರೆ. ಶಾಂತಿ ಒಪ್ಪಂದಕ್ಕೆ ಸಹಿ ಹಾಕಿದ ನಂತರ ಉಕ್ರೇನ್‌ಗೆ ಕೆಲವು ಅಂತರರಾಷ್ಟ್ರೀಯ ಭರವಸೆ ನೀಡಲು ಬ್ರಿಟನ್ ಸಿದ್ಧವಾಗಿದೆ. ರಷ್ಯಾ ಮತ್ತು ಉಕ್ರೇನ್ ನಡುವೆ ನಡೆಯುತ್ತಿರುವ ಯುದ್ಧಕ್ಕೆ ಅಂತ್ಯ ಹಾಡಲು ಅಮೆರಿಕ ಅಧ್ಯಕ್ಷ ಡೊನಾಲ್ಡ್ ಟ್ರಂಪ್ ಪ್ರಯತ್ನಿಸುತ್ತಿದ್ದಾರೆ. ಶ್ವೇತಭವನದಲ್ಲಿ ನಡೆದ ಸಭೆಯಲ್ಲಿ ಯುರೋಪಿಯನ್ ನಾಯಕರು ಪಾಲ್ಗೊಂಡಿದ್ದರು. ರಷ್ಯಾ-ಉಕ್ರೇನ್ ನಡುವೆ ಶಾಂತಿ ಒಪ್ಪಂದಕ್ಕೆ ಬಂದ ನಂತರ ರಷ್ಯಾ ಮತ್ತೆ ಉಕ್ರೇನ್ ಮೇಲೆ ಯಾವುದೇ ಕಾರಣಕ್ಕೂ ದಾಳಿ ನಡೆಸದಂತೆ ತಡೆಯಲು ಕ್ರಮ ಕೈಗೊಳ್ಳಲಾಗುವುದು. ಕದನ ವಿರಾಮ ಮತ್ತು ಶಾಂತಿ ಒಪ್ಪಂದ ಹೇಗಿರಬೇಕು ಎಂಬ ಬಗ್ಗೆ ಚರ್ಚೆ ನಡೆಯುತ್ತಿದೆ.	[43, 1506, 395, 1688]
uk-headline: ಉಕ್ರೇನ್ ರಕ್ಷಣೆಗೆ ಬ್ರಿಟನ್ ಪ್ರಧಾನಿ ನೇತೃತ್ವ	[47, 1404, 391, 1479]
bus-accident-photo	[656, 1442, 1123, 1656]
modi-wang-photo	[1167, 775, 1490, 1064]
mumbai-col1: ಮುಂಬೈ,ಆ.20:- ಇಂದು ಕೂಡ ಮಳೆಯಿಂದಾಗಿ ಮುಂಬೈ ನಗರದ ಜನಜೀವನ ಸಂಪೂರ್ಣ ಅಸ್ತವ್ಯಸ್ತವಾಗಿದೆ. ಆಗಸ್ಟ್ 20 ರಂದು ಮುಂಬೈನಲ್ಲಿ ಭಾರೀ ಮಳೆಯಾಗುವ ಬಗ್ಗೆ ಭಾರತ ಹವಾಮಾನ ಇಲಾಖೆ (ಐಎಂಡಿ) ರೆಡ್ ಅಲರ್ಟ್ ನೀಡಿದೆ. ಅನೇಕ ಪ್ರದೇಶಗಳು ಭಾಗಶಃ ಜಲಾವೃತಗೊಂಡಿವೆ. ಮುಂಬೈ ಮತ್ತು ಅದರ ಉಪನಗರಗಳಲ್ಲಿ ಭಾರಿ ಮಳೆಯಾದ ನಂತರ, ರೈಲು ಮತ್ತು ರಸ್ತೆ ಸಂಚಾರದ ಮೇಲೆ ಅದರ ಪರಿಣಾಮ ಕಂಡುಬಂದಿದೆ. ಇಂದು ಬೆಳಿಗ್ಗೆಯಿಂದ ನಿರಂತರ ಮಳೆಯಾಗುತ್ತಿದೆ. ಲಕ್ಷಾಂತರ ಪ್ರಯಾಣಿಕರು ತೊಂದರೆ ಅನುಭವಿಸಿದ್ದಾರೆ. ಕಳೆದ ಕೆಲವು ದಿನಗಳಿಂದ ಮುಂಬೈ-ಪುಣೆ ಸೇರಿದಂತೆ ರಾಜ್ಯವನ್ನು ಅವರಿಸಿರುವ ಭಾರೀ ಮಳೆಗೆ 21 ಜನರು ಸಾವನ್ನಪ್ಪಿದ್ದಾರೆ ಮತ್ತು 10 ಜನರು ಗಾಯಗೊಂಡಿದ್ದಾರೆ. ಸುಮಾರು 1500 ನಾಗರಿಕರನ್ನು ಸುರಕ್ಷಿತ ಸ್ಥಳಗಳಿಗೆ ಸ್ಥಳಾಂತರಿಸಲಾಗಿದೆ. ಮಹಾರಾಷ್ಟ್ರದ ಪಾಲ್ಘರ್, ಮುಂಬೈ ಉಪನಗರಗಳು, ಮುಂಬೈ ನಗರ, ಠಾಣೆ, ಪುಣೆ ಮತ್ತು ರಾಯಗಢದಲ್ಲಿ ಭಾರೀ ಮಳೆಯಾಗುವ ನಿರೀಕ್ಷೆಯಿದ್ದು ಹವಾಮಾನ ಇಲಾಖೆ ರೆಡ್ ಅಲರ್ಟ್ ನೀಡಿದೆ.	[411, 218, 678, 511]
header-right	[1052, 90, 1456, 129]
